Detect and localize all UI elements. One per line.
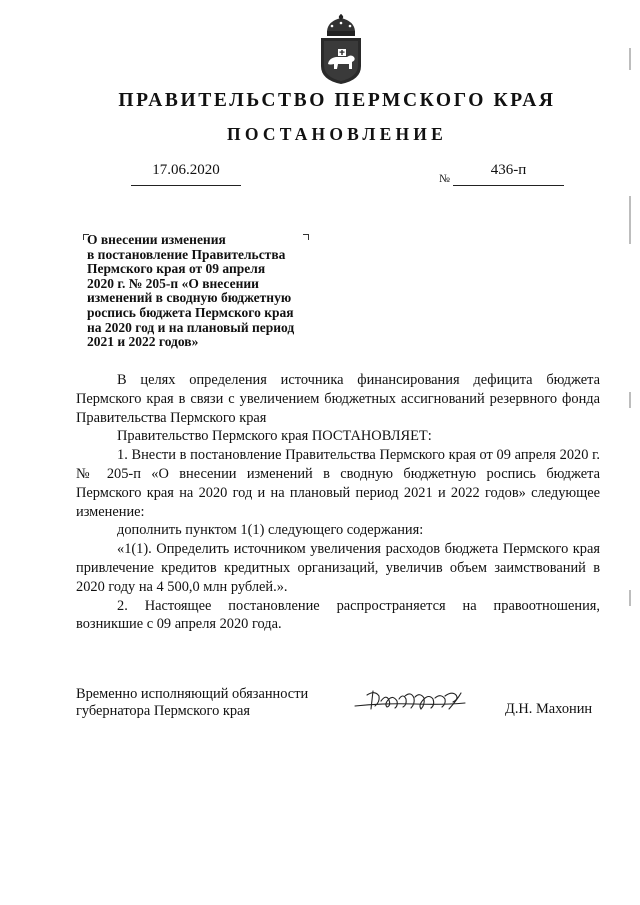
subject-line: Пермского края от 09 апреля [87,261,266,277]
subject-line: роспись бюджета Пермского края [87,304,294,320]
body-paragraph: Правительство Пермского края ПОСТАНОВЛЯЕТ: [117,428,432,445]
perm-krai-coat-of-arms-icon [316,14,366,86]
document-subject [87,233,319,350]
body-paragraph: В целях определения источника финансирования дефицита бюджета Пермского края в связи с увеличением бюджетных ассигнований резервного фонда Правительства Пермского края [76,372,600,426]
subject-line: 2021 и 2022 годов» [87,334,199,350]
government-name: ПРАВИТЕЛЬСТВО ПЕРМСКОГО КРАЯ [118,90,556,111]
body-paragraph: дополнить пунктом 1(1) следующего содержания: [117,522,424,539]
scan-edge-mark [629,392,631,408]
number-sign: № [439,173,450,185]
subject-line: О внесении изменения [87,232,226,247]
document-number: 436-п [453,162,564,186]
document-type: ПОСТАНОВЛЕНИЕ [227,124,447,144]
handwritten-signature-icon [353,687,468,713]
signer-position [76,686,346,719]
document-date: 17.06.2020 [131,162,241,186]
subject-line: на 2020 год и на плановый период [87,319,295,335]
document-body [76,371,600,634]
scan-edge-mark [629,48,631,70]
subject-line: 2020 г. № 205-п «О внесении [87,275,259,291]
subject-line: изменений в сводную бюджетную [87,290,292,306]
scan-edge-mark [629,590,631,606]
scan-edge-mark [629,196,631,244]
body-paragraph: 1. Внести в постановление Правительства Пермского края от 09 апреля 2020 г. № 205-п «О внесении изменений в сводную бюджетную роспись бюджета Пермского края на 2020 год и на плановый период 2021 и 2022 годов» следующее изменение: [76,447,600,520]
subject-line: в постановление Правительства [87,246,286,262]
body-paragraph: «1(1). Определить источником увеличения расходов бюджета Пермского края привлечение кредитов кредитных организаций, увеличив объем заимствований в 2020 году на 4 500,0 млн рублей.». [76,541,600,595]
signer-name: Д.Н. Махонин [505,701,593,717]
signer-position-line: губернатора Пермского края [76,702,251,719]
body-paragraph: 2. Настоящее постановление распространяется на правоотношения, возникшие с 09 апреля 2020 года. [76,597,600,633]
signer-position-line: Временно исполняющий обязанности [76,686,309,702]
